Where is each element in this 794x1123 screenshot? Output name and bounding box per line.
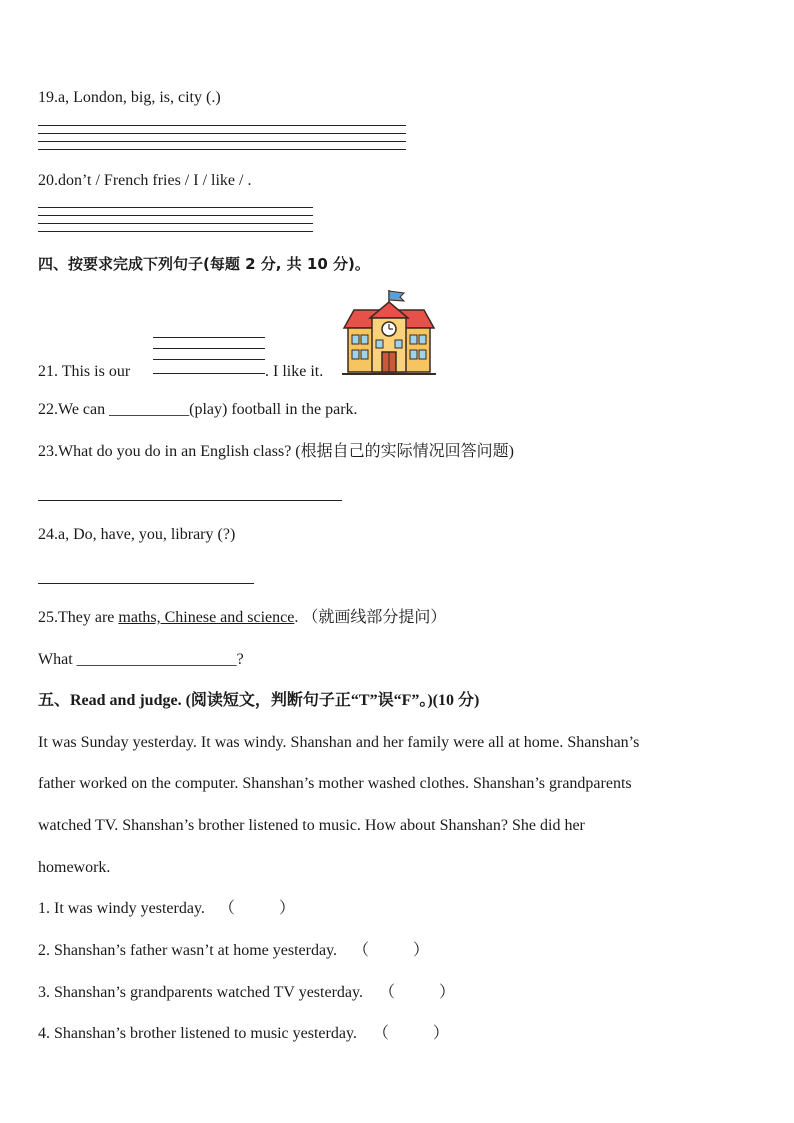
judge-item-1 [38,899,295,919]
question-22: 22.We can __________(play) football in the park. [38,401,358,418]
judge-item-text: 3. Shanshan’s grandparents watched TV yesterday. [38,984,363,1001]
question-25-suffix: . （就画线部分提问） [294,609,447,626]
answer-paren-4[interactable] [373,1024,449,1044]
paren-open: （ [372,1025,389,1042]
answer-line[interactable] [153,348,265,349]
paren-close: ） [432,1025,449,1042]
question-21-suffix: . I like it. [265,363,324,380]
paren-close: ） [413,942,430,959]
paren-open: （ [378,984,395,1001]
answer-line[interactable] [38,125,406,126]
answer-paren-2[interactable] [353,941,429,961]
paren-close: ） [438,984,455,1001]
school-building-image [340,288,438,378]
paren-open: （ [353,942,370,959]
answer-line[interactable] [153,373,265,374]
answer-line-23[interactable] [38,500,342,501]
judge-item-text: 4. Shanshan’s brother listened to music yesterday. [38,1025,357,1042]
answer-paren-3[interactable] [379,983,455,1003]
answer-line[interactable] [38,223,313,224]
paren-close: ） [278,900,295,917]
answer-line[interactable] [153,359,265,360]
question-24: 24.a, Do, have, you, library (?) [38,526,236,543]
paren-open: （ [218,900,235,917]
judge-item-text: 2. Shanshan’s father wasn’t at home yesterday. [38,942,338,959]
answer-line[interactable] [153,337,265,338]
judge-item-text: 1. It was windy yesterday. [38,900,205,917]
section-4-heading: 四、按要求完成下列句子(每题 2 分, 共 10 分)。 [38,255,370,273]
answer-line[interactable] [38,133,406,134]
passage-line: watched TV. Shanshan’s brother listened to music. How about Shanshan? She did her [38,817,585,834]
underlined-phrase: maths, Chinese and science [118,609,295,626]
passage-line: It was Sunday yesterday. It was windy. Shanshan and her family were all at home. Shanshan’s [38,734,640,751]
question-20: 20.don’t / French fries / I / like / . [38,172,252,189]
passage-line: father worked on the computer. Shanshan’s mother washed clothes. Shanshan’s grandparents [38,775,632,792]
answer-line-24[interactable] [38,583,254,584]
question-25-answer-line[interactable]: What ____________________? [38,651,244,668]
answer-line[interactable] [38,215,313,216]
answer-line[interactable] [38,207,313,208]
question-23: 23.What do you do in an English class? (根据自己的实际情况回答问题) [38,443,514,460]
question-25-prefix: 25.They are [38,609,119,626]
passage-line: homework. [38,859,111,876]
question-25 [38,608,446,628]
judge-item-2 [38,941,429,961]
answer-line[interactable] [38,149,406,150]
answer-paren-1[interactable] [219,899,295,919]
question-21-prefix: 21. This is our [38,363,131,380]
judge-item-4 [38,1024,449,1044]
question-19: 19.a, London, big, is, city (.) [38,89,221,106]
judge-item-3 [38,983,455,1003]
answer-line[interactable] [38,231,313,232]
answer-line[interactable] [38,141,406,142]
section-5-heading: 五、Read and judge. (阅读短文，判断句子正“T”误“F”。)(10 分) [38,692,480,709]
